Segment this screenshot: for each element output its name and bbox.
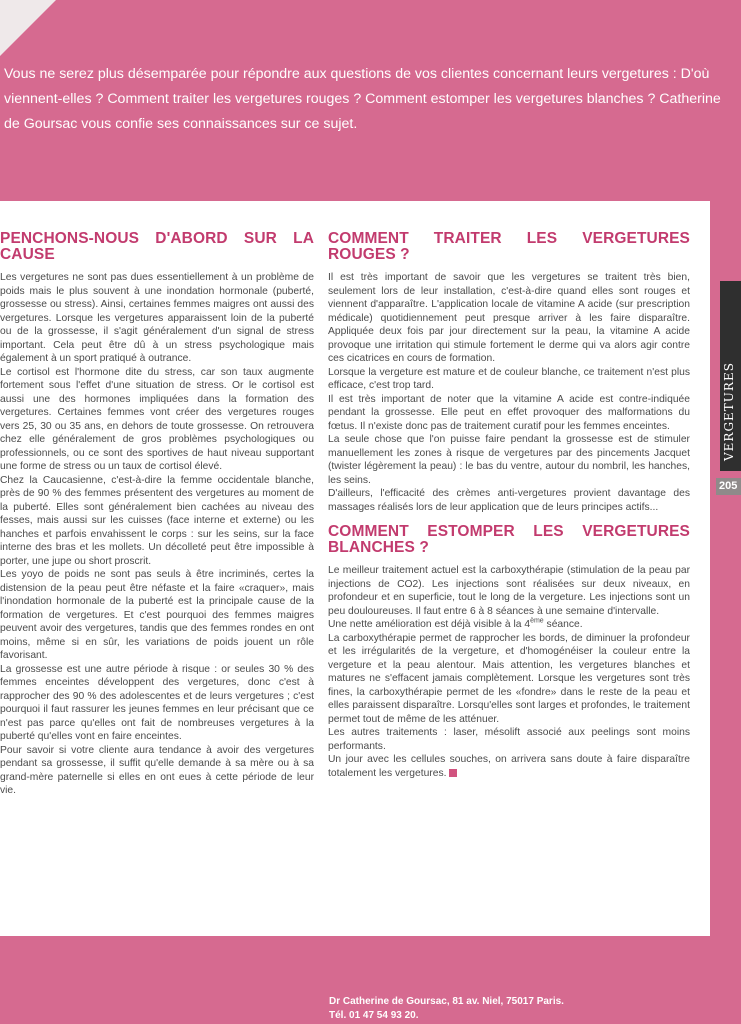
text-span: Un jour avec les cellules souches, on arrivera sans doute à faire disparaître totalement les vergetures.: [328, 754, 690, 779]
article-panel: [0, 201, 710, 936]
heading-cause: PENCHONS-NOUS D'ABORD SUR LA CAUSE: [0, 231, 314, 263]
right-paragraph-last: [328, 753, 690, 780]
text-span: séance.: [543, 619, 583, 630]
footer-address: Dr Catherine de Goursac, 81 av. Niel, 75017 Paris.: [329, 996, 564, 1007]
right-paragraph: Il est très important de savoir que les vergetures se traitent très bien, seulement lors de leur installation, c'est-à-dire quand elles sont rouges et viennent d'apparaître. L'application locale de vitamine A acide (sur prescription médicale) quotidiennement peut presque arriver à les faire disparaître. Appliquée deux fois par jour directement sur la peau, la vitamine A acide provoque une irritation qui stimule fortement le derme qui va alors agir contre ces cicatrices en cours de formation.: [328, 272, 690, 364]
left-paragraph: Pour savoir si votre cliente aura tendance à avoir des vergetures pendant sa grossesse, il suffit qu'elle demande à sa mère ou à sa grand-mère paternelle si elles en ont eues à cette période de leur vie.: [0, 744, 314, 796]
left-paragraph: Les vergetures ne sont pas dues essentiellement à un problème de poids mais le plus souvent à une inondation hormonale (puberté, grossesse ou stress). Ainsi, certaines femmes maigres ont aussi des vergetures. Lorsque les vergetures apparaissent loin de la puberté ou de la grossesse, il s'agit généralement d'un signal de stress important. Cela peut être dû à un stress psychologique mais également à un sport pratiqué à outrance.: [0, 272, 314, 364]
folded-corner: [0, 0, 56, 56]
right-paragraph: Il est très important de noter que la vitamine A acide est contre-indiquée pendant la grossesse. Elle peut en effet provoquer des malformations du fœtus. Il n'existe donc pas de traitement curatif pour les femmes enceintes.: [328, 393, 690, 432]
right-paragraph: La seule chose que l'on puisse faire pendant la grossesse est de stimuler manuellement les zones à risque de vergetures par des pincements Jacquet (twister légèrement la peau) : le bas du ventre, autour du nombril, les hanches, les seins.: [328, 434, 690, 486]
page-number: 205: [716, 478, 741, 495]
right-paragraph: Les autres traitements : laser, mésolift associé aux peelings sont moins performants.: [328, 727, 690, 752]
heading-white-stretch-marks: COMMENT ESTOMPER LES VERGETURES BLANCHES ?: [328, 523, 690, 556]
right-paragraph: Le meilleur traitement actuel est la carboxythérapie (stimulation de la peau par injections de CO2). Les injections sont réalisées sur deux niveaux, en profondeur et en superficie, tout le long de la vergeture. Les injections sont un peu douloureuses. Il faut entre 6 à 8 séances à une semaine d'intervalle.: [328, 565, 690, 617]
right-paragraph: D'ailleurs, l'efficacité des crèmes anti-vergetures provient davantage des massages réalisés lors de leur application que de leurs principes actifs...: [328, 488, 690, 513]
footer-contact: [329, 995, 564, 1023]
section-tab: [720, 281, 741, 471]
left-paragraph: Chez la Caucasienne, c'est-à-dire la femme occidentale blanche, près de 90 % des femmes présentent des vergetures au moment de la puberté. Elles sont généralement bien cachées au niveau des fesses, mais aussi sur les cuisses (face interne et externe) ou les hanches et parfois envahissent le corps : sur les seins, sur la face interne des bras et les mollets. Un décolleté peut être impossible à porter, une jupe ou short proscrit.: [0, 474, 314, 567]
superscript: ème: [530, 617, 544, 625]
section-tab-label: VERGETURES: [722, 362, 736, 461]
left-paragraph: Le cortisol est l'hormone dite du stress, car son taux augmente fortement sous l'effet d'une situation de stress. Or le cortisol est aussi une des hormones impliquées dans la formation des vergetures. Certaines femmes vont créer des vergetures rouges vers 25, 30 ou 35 ans, en dehors de toute grossesse. On retrouvera chez elle généralement de gros problèmes psychologiques ou professionnels, ou ce sont des sportives de haut niveau supportant une forme de stress ou un taux de cortisol élevé.: [0, 366, 314, 472]
end-square-icon: [449, 769, 457, 777]
right-paragraph: [328, 618, 690, 632]
text-span: Une nette amélioration est déjà visible à la 4: [328, 619, 531, 630]
right-paragraph: Lorsque la vergeture est mature et de couleur blanche, ce traitement n'est plus efficace, c'est trop tard.: [328, 366, 690, 391]
right-column: [328, 231, 690, 921]
right-paragraph: La carboxythérapie permet de rapprocher les bords, de diminuer la profondeur et les irrégularités de la vergeture, et d'homogénéiser la couleur entre la vergeture et la peau alentour. Mais attention, les vergetures blanches et matures ne s'effacent jamais complètement. Lorsque les vergetures sont très fines, la carboxythérapie permet de les «fondre» dans le reste de la peau et elles paraissent disparaître. Lorsqu'elles sont larges et profondes, le traitement permet tout de même de les atténuer.: [328, 632, 690, 725]
heading-red-stretch-marks: COMMENT TRAITER LES VERGETURES ROUGES ?: [328, 231, 690, 263]
left-paragraph: La grossesse est une autre période à risque : or seules 30 % des femmes enceintes développent des vergetures, donc c'est à rapprocher des 90 % des adolescentes et de leurs vergetures ; c'est pourquoi il faut rassurer les jeunes femmes en leur précisant que ce n'est pas parce qu'elles ont fait de nombreuses vergetures à la puberté qu'elles vont en faire enceintes.: [0, 663, 314, 742]
left-column: [0, 231, 314, 921]
footer-phone: Tél. 01 47 54 93 20.: [329, 1010, 419, 1021]
left-paragraph: Les yoyo de poids ne sont pas seuls à être incriminés, certes la distension de la peau peut être néfaste et la faire «craquer», mais l'inondation hormonale de la puberté est la principale cause de la formation de vergetures. Et c'est pourquoi des femmes maigres peuvent avoir des vergetures, tandis que des femmes rondes en ont moins, même si en sûr, les variations de poids jouent un rôle favorisant.: [0, 569, 314, 661]
intro-text: Vous ne serez plus désemparée pour répondre aux questions de vos clientes concernant leurs vergetures : D'où viennent-elles ? Comment traiter les vergetures rouges ? Comment estomper les vergetures blanches ? Catherine de Goursac vous confie ses connaissances sur ce sujet.: [4, 66, 721, 132]
